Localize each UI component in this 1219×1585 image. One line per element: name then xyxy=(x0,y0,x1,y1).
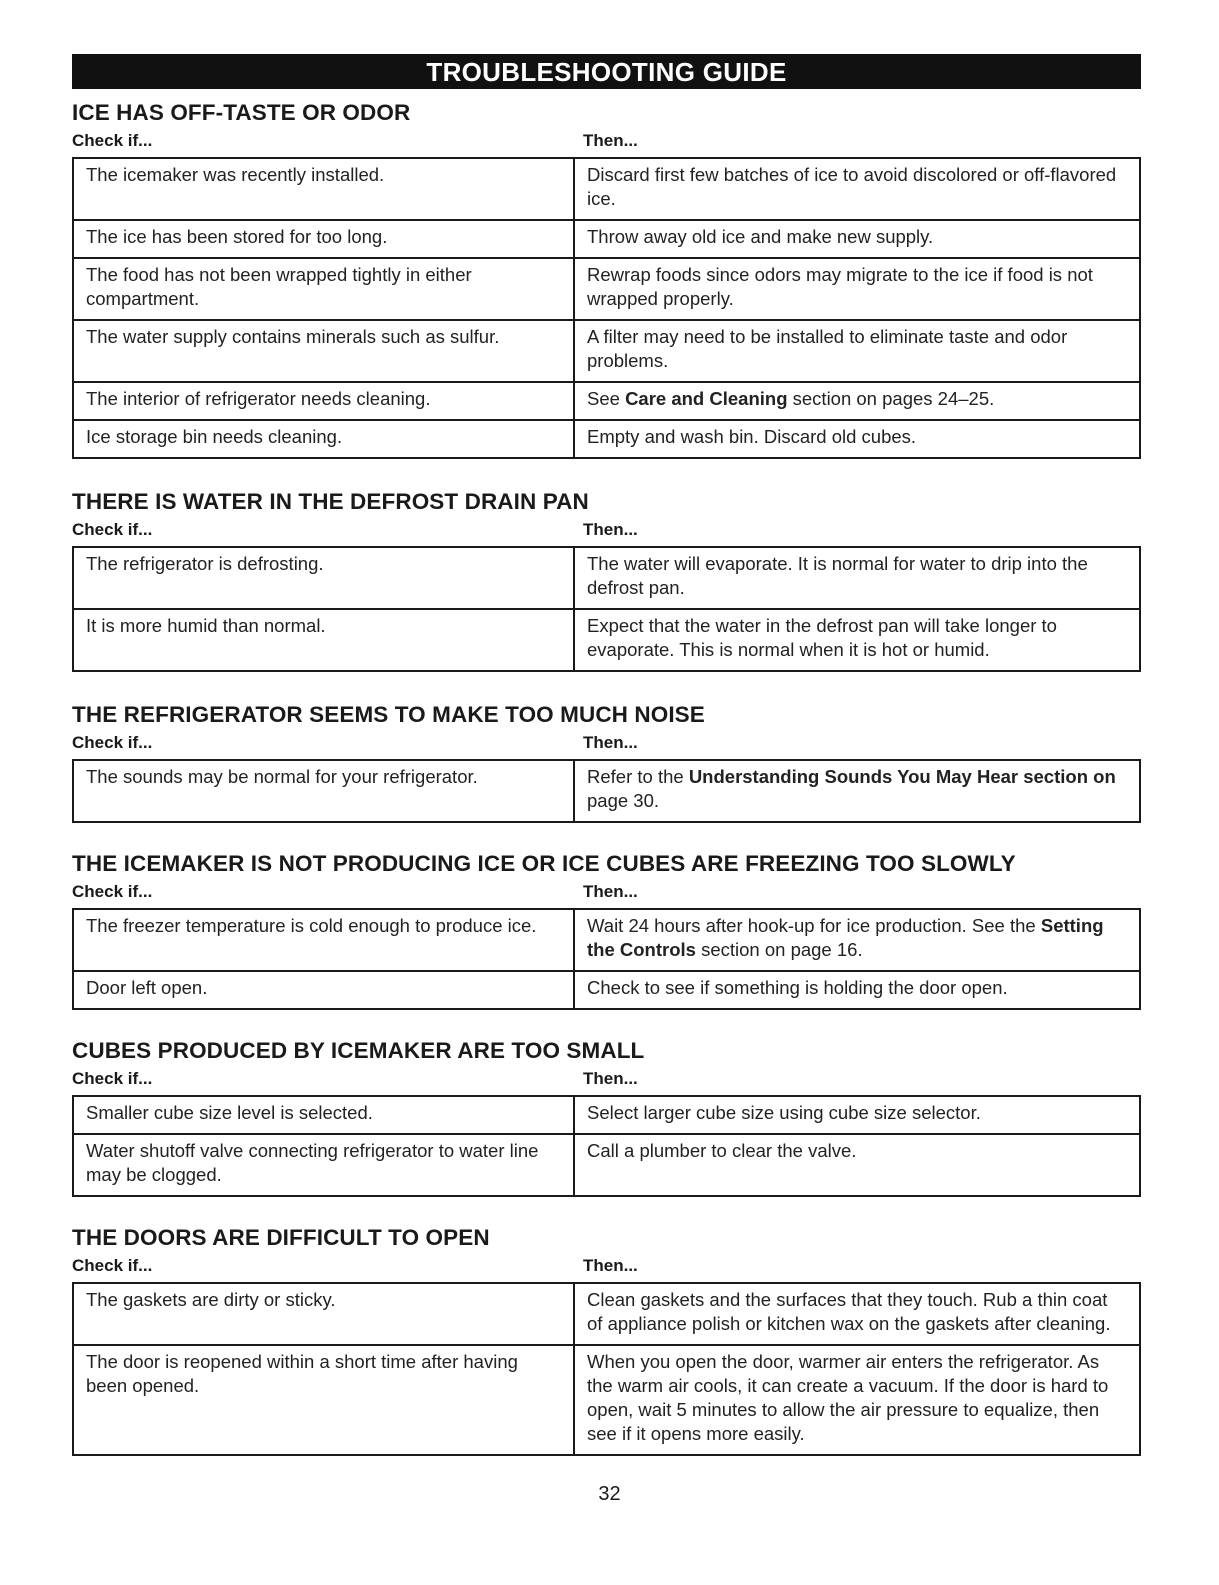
then-header: Then... xyxy=(583,733,638,752)
then-text: section on page 16. xyxy=(695,939,863,960)
then-cell: When you open the door, warmer air enters the refrigerator. As the warm air cools, it can create a vacuum. If the door is hard to open, wait 5 minutes to allow the air pressure to equalize, then see if it opens more easily. xyxy=(574,1345,1140,1455)
table-row xyxy=(73,1283,1140,1345)
check-cell: The gaskets are dirty or sticky. xyxy=(73,1283,574,1345)
table-row xyxy=(73,258,1140,320)
troubleshooting-table xyxy=(72,908,1141,1010)
troubleshooting-table xyxy=(72,1282,1141,1456)
table-row xyxy=(73,220,1140,258)
then-cell: Discard first few batches of ice to avoid discolored or off-flavored ice. xyxy=(574,158,1140,220)
table-row xyxy=(73,547,1140,609)
section-icemaker-not-producing xyxy=(72,851,1141,1010)
section-title: THE ICEMAKER IS NOT PRODUCING ICE OR ICE CUBES ARE FREEZING TOO SLOWLY xyxy=(72,851,1016,876)
check-cell: The water supply contains minerals such as sulfur. xyxy=(73,320,574,382)
check-cell: Water shutoff valve connecting refrigerator to water line may be clogged. xyxy=(73,1134,574,1196)
then-cell: A filter may need to be installed to eliminate taste and odor problems. xyxy=(574,320,1140,382)
section-doors-difficult xyxy=(72,1225,1141,1456)
table-row xyxy=(73,1134,1140,1196)
then-bold-text: Setting the Controls xyxy=(587,915,1104,960)
table-row xyxy=(73,1096,1140,1134)
then-cell: Empty and wash bin. Discard old cubes. xyxy=(574,420,1140,458)
check-cell: It is more humid than normal. xyxy=(73,609,574,671)
check-cell: The food has not been wrapped tightly in either compartment. xyxy=(73,258,574,320)
column-headers xyxy=(72,733,1141,753)
then-header: Then... xyxy=(583,131,638,150)
then-bold-text: Understanding Sounds You May Hear section on xyxy=(688,766,1116,787)
then-cell xyxy=(574,909,1140,971)
check-cell: The icemaker was recently installed. xyxy=(73,158,574,220)
check-if-header: Check if... xyxy=(72,1256,153,1275)
table-row xyxy=(73,382,1140,420)
then-cell: Expect that the water in the defrost pan will take longer to evaporate. This is normal when it is hot or humid. xyxy=(574,609,1140,671)
then-cell: Check to see if something is holding the door open. xyxy=(574,971,1140,1009)
check-cell: Smaller cube size level is selected. xyxy=(73,1096,574,1134)
then-header: Then... xyxy=(583,1069,638,1088)
check-if-header: Check if... xyxy=(72,733,153,752)
section-title: THE REFRIGERATOR SEEMS TO MAKE TOO MUCH NOISE xyxy=(72,702,705,727)
section-cubes-too-small xyxy=(72,1038,1141,1197)
troubleshooting-table xyxy=(72,157,1141,459)
section-title: THE DOORS ARE DIFFICULT TO OPEN xyxy=(72,1225,490,1250)
troubleshooting-table xyxy=(72,546,1141,672)
then-cell xyxy=(574,760,1140,822)
troubleshooting-table xyxy=(72,759,1141,823)
then-text: page 30. xyxy=(587,790,660,811)
then-header: Then... xyxy=(583,882,638,901)
then-cell: Rewrap foods since odors may migrate to the ice if food is not wrapped properly. xyxy=(574,258,1140,320)
page-banner: TROUBLESHOOTING GUIDE xyxy=(72,54,1141,89)
then-cell xyxy=(574,382,1140,420)
column-headers xyxy=(72,1256,1141,1276)
check-cell: The interior of refrigerator needs cleaning. xyxy=(73,382,574,420)
table-row xyxy=(73,320,1140,382)
then-cell: Clean gaskets and the surfaces that they touch. Rub a thin coat of appliance polish or kitchen wax on the gaskets after cleaning. xyxy=(574,1283,1140,1345)
then-header: Then... xyxy=(583,1256,638,1275)
section-defrost-pan xyxy=(72,489,1141,672)
table-row xyxy=(73,909,1140,971)
table-row xyxy=(73,420,1140,458)
table-row xyxy=(73,609,1140,671)
then-cell: Select larger cube size using cube size selector. xyxy=(574,1096,1140,1134)
troubleshooting-table xyxy=(72,1095,1141,1197)
then-text: Wait 24 hours after hook-up for ice production. See the xyxy=(587,915,1041,936)
table-row xyxy=(73,971,1140,1009)
then-bold-text: Care and Cleaning xyxy=(625,388,788,409)
check-cell: The ice has been stored for too long. xyxy=(73,220,574,258)
section-noise xyxy=(72,702,1141,823)
then-header: Then... xyxy=(583,520,638,539)
then-text: section on pages 24–25. xyxy=(787,388,995,409)
check-cell: The freezer temperature is cold enough to produce ice. xyxy=(73,909,574,971)
column-headers xyxy=(72,131,1141,151)
section-ice-odor xyxy=(72,100,1141,459)
check-cell: The refrigerator is defrosting. xyxy=(73,547,574,609)
then-text: Refer to the xyxy=(587,766,689,787)
table-row xyxy=(73,158,1140,220)
troubleshooting-page xyxy=(72,54,1141,1456)
then-cell: The water will evaporate. It is normal for water to drip into the defrost pan. xyxy=(574,547,1140,609)
section-title: THERE IS WATER IN THE DEFROST DRAIN PAN xyxy=(72,489,589,514)
check-if-header: Check if... xyxy=(72,131,153,150)
check-if-header: Check if... xyxy=(72,520,153,539)
check-cell: Door left open. xyxy=(73,971,574,1009)
check-if-header: Check if... xyxy=(72,882,153,901)
page-number: 32 xyxy=(598,1483,621,1505)
section-title: ICE HAS OFF-TASTE OR ODOR xyxy=(72,100,411,125)
then-cell: Call a plumber to clear the valve. xyxy=(574,1134,1140,1196)
check-cell: The door is reopened within a short time after having been opened. xyxy=(73,1345,574,1455)
check-cell: The sounds may be normal for your refrigerator. xyxy=(73,760,574,822)
table-row xyxy=(73,1345,1140,1455)
check-if-header: Check if... xyxy=(72,1069,153,1088)
column-headers xyxy=(72,882,1141,902)
column-headers xyxy=(72,520,1141,540)
column-headers xyxy=(72,1069,1141,1089)
then-text: See xyxy=(587,388,626,409)
check-cell: Ice storage bin needs cleaning. xyxy=(73,420,574,458)
section-title: CUBES PRODUCED BY ICEMAKER ARE TOO SMALL xyxy=(72,1038,645,1063)
then-cell: Throw away old ice and make new supply. xyxy=(574,220,1140,258)
table-row xyxy=(73,760,1140,822)
